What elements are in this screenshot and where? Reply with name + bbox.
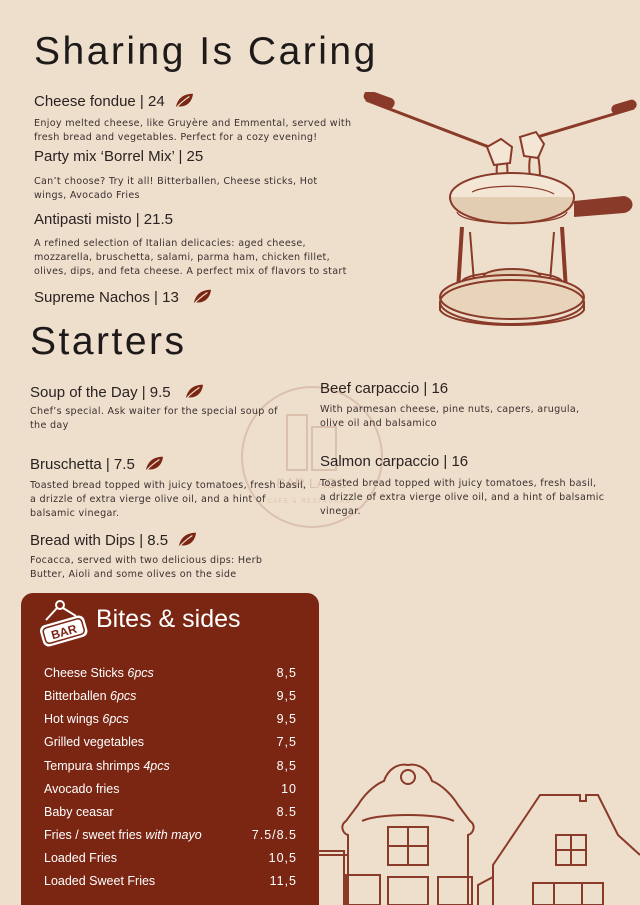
menu-row [44, 828, 297, 842]
watermark-subtext: CAFE & RESTAURANT [267, 499, 357, 505]
item-title: Supreme Nachos | 13 [34, 288, 179, 306]
item-description: Chef’s special. Ask waiter for the special soup of the day [30, 406, 278, 431]
item-description: Can’t choose? Try it all! Bitterballen, Cheese sticks, Hot wings, Avocado Fries [34, 176, 318, 201]
leaf-icon [143, 455, 165, 473]
row-name: Loaded Fries [44, 851, 117, 865]
menu-row [44, 712, 297, 726]
item-description: Toasted bread topped with juicy tomatoes, fresh basil, a drizzle of extra vierge olive oil, and a hint of balsamic vinegar. [320, 478, 605, 517]
row-name: Cheese Sticks [44, 666, 124, 680]
menu-row [44, 735, 297, 749]
menu-row [44, 759, 297, 773]
bar-badge-text: BAR [49, 621, 79, 643]
bites-title: Bites & sides [96, 605, 241, 633]
row-name: Loaded Sweet Fries [44, 874, 156, 888]
row-price: 8.5 [276, 805, 297, 819]
row-price: 7,5 [276, 735, 297, 749]
item-title: Salmon carpaccio | 16 [320, 453, 469, 470]
menu-row [44, 689, 297, 703]
sharing-title: Sharing Is Caring [34, 30, 378, 73]
row-name: Hot wings [44, 712, 99, 726]
row-price: 10,5 [268, 851, 297, 865]
menu-row [44, 851, 297, 865]
item-title: Soup of the Day | 9.5 [30, 383, 171, 401]
row-price: 8,5 [276, 759, 297, 773]
menu-row [44, 805, 297, 819]
item-title: Bruschetta | 7.5 [30, 455, 135, 473]
leaf-icon [191, 288, 213, 306]
item-description: Toasted bread topped with juicy tomatoes, fresh basil, a drizzle of extra vierge olive oil, and a hint of balsamic vinegar. [30, 480, 307, 519]
row-name: Tempura shrimps [44, 759, 140, 773]
row-qty: 6pcs [102, 712, 129, 726]
row-name: Fries / sweet fries [44, 828, 142, 842]
bites-panel [21, 593, 319, 905]
dutch-houses-illustration [318, 755, 640, 905]
bar-sign-icon [36, 598, 92, 650]
row-name: Grilled vegetables [44, 735, 145, 749]
menu-row [44, 874, 297, 888]
row-qty: 4pcs [143, 759, 170, 773]
row-name: Baby ceasar [44, 805, 114, 819]
row-qty: with mayo [145, 828, 202, 842]
starters-title: Starters [30, 320, 187, 363]
row-name: Bitterballen [44, 689, 107, 703]
row-price: 7.5/8.5 [251, 828, 297, 842]
row-price: 8,5 [276, 666, 297, 680]
row-price: 9,5 [276, 712, 297, 726]
leaf-icon [173, 92, 195, 110]
row-price: 11,5 [269, 874, 297, 888]
item-title: Bread with Dips | 8.5 [30, 531, 169, 549]
item-description: A refined selection of Italian delicacies: aged cheese, mozzarella, bruschetta, salami, parma ham, chicken fillet, olives, dips, and feta cheese. A perfect mix of flavors to start [34, 238, 347, 277]
menu-row [44, 782, 297, 796]
menu-row [44, 666, 297, 680]
leaf-icon [183, 383, 205, 401]
item-description: Focacca, served with two delicious dips: Herb Butter, Aioli and some olives on the side [30, 555, 263, 580]
row-name: Avocado fries [44, 782, 120, 796]
leaf-icon [176, 531, 198, 549]
row-price: 10 [281, 782, 297, 796]
item-title: Cheese fondue | 24 [34, 92, 165, 110]
watermark-text: BAR LAGO [276, 475, 348, 491]
row-price: 9,5 [276, 689, 297, 703]
row-qty: 6pcs [110, 689, 137, 703]
fondue-illustration [362, 92, 637, 337]
item-description: With parmesan cheese, pine nuts, capers, arugula, olive oil and balsamico [320, 404, 580, 429]
item-title: Beef carpaccio | 16 [320, 380, 449, 397]
item-description: Enjoy melted cheese, like Gruyère and Emmental, served with fresh bread and vegetables. Perfect for a cozy evening! [34, 118, 352, 143]
row-qty: 6pcs [127, 666, 154, 680]
item-title: Antipasti misto | 21.5 [34, 211, 173, 228]
item-title: Party mix ‘Borrel Mix’ | 25 [34, 148, 204, 165]
